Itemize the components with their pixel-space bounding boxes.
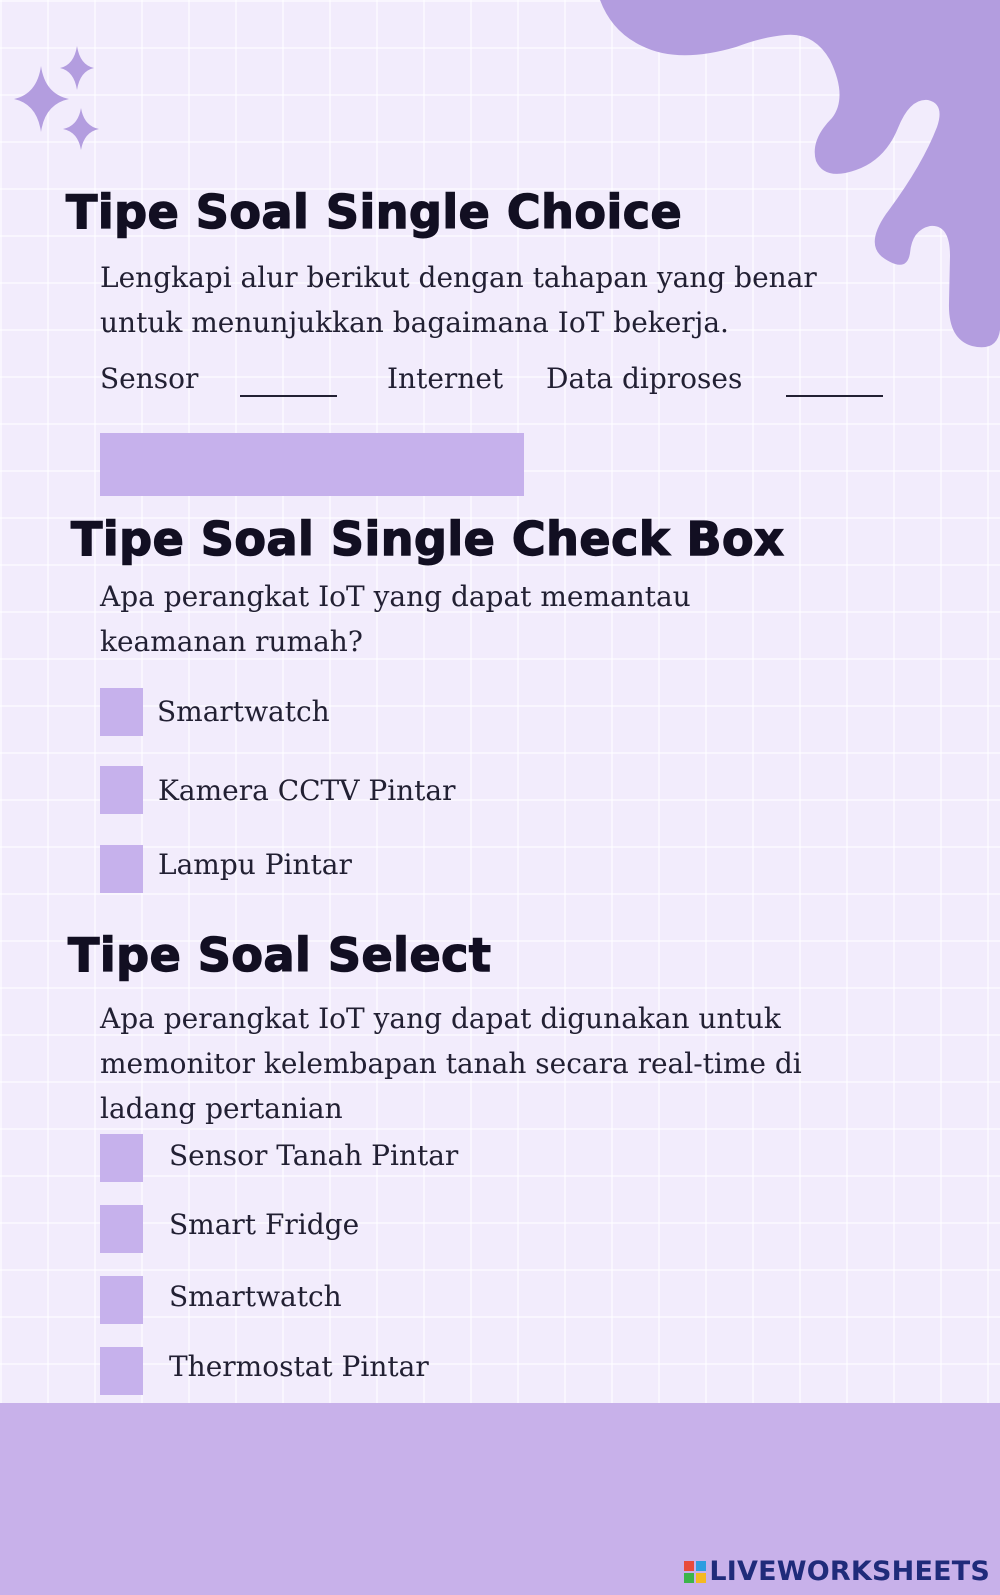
- option-kamera-cctv-pintar: Kamera CCTV Pintar: [158, 774, 456, 807]
- question-3-line-3: ladang pertanian: [100, 1092, 343, 1125]
- question-text-2: [100, 574, 691, 664]
- question-2-line-2: keamanan rumah?: [100, 625, 363, 658]
- footer-band: [0, 1403, 1000, 1595]
- flow-step-sensor: Sensor: [100, 362, 199, 395]
- question-text-1: [100, 255, 817, 345]
- question-3-line-1: Apa perangkat IoT yang dapat digunakan untuk: [100, 1002, 781, 1035]
- checkbox-kamera-cctv-pintar[interactable]: [100, 766, 143, 814]
- checkbox-smartwatch[interactable]: [100, 688, 143, 736]
- select-box-sensor-tanah-pintar[interactable]: [100, 1134, 143, 1182]
- liveworksheets-brand[interactable]: [684, 1556, 990, 1587]
- checkbox-lampu-pintar[interactable]: [100, 845, 143, 893]
- option-smartwatch-select: Smartwatch: [169, 1280, 342, 1313]
- question-1-line-1: Lengkapi alur berikut dengan tahapan yang benar: [100, 261, 817, 294]
- flow-blank-2[interactable]: [786, 362, 870, 395]
- select-box-thermostat-pintar[interactable]: [100, 1347, 143, 1395]
- flow-blank-2-line: [786, 395, 883, 397]
- option-sensor-tanah-pintar: Sensor Tanah Pintar: [169, 1139, 459, 1172]
- sparkles-icon: [14, 46, 104, 156]
- question-2-line-1: Apa perangkat IoT yang dapat memantau: [100, 580, 691, 613]
- option-smartwatch: Smartwatch: [157, 695, 330, 728]
- question-3-line-2: memonitor kelembapan tanah secara real-time di: [100, 1047, 802, 1080]
- option-smart-fridge: Smart Fridge: [169, 1208, 360, 1241]
- brand-name: LIVEWORKSHEETS: [709, 1556, 990, 1587]
- flow-blank-1[interactable]: [240, 362, 324, 395]
- heading-single-check-box: Tipe Soal Single Check Box: [71, 512, 785, 566]
- flow-step-internet: Internet: [387, 362, 504, 395]
- answer-select-bar[interactable]: [100, 433, 524, 496]
- heading-select: Tipe Soal Select: [68, 928, 492, 982]
- heading-single-choice: Tipe Soal Single Choice: [66, 185, 683, 239]
- select-box-smart-fridge[interactable]: [100, 1205, 143, 1253]
- question-1-line-2: untuk menunjukkan bagaimana IoT bekerja.: [100, 306, 729, 339]
- select-box-smartwatch[interactable]: [100, 1276, 143, 1324]
- question-text-3: [100, 996, 802, 1131]
- option-thermostat-pintar: Thermostat Pintar: [169, 1350, 429, 1383]
- flow-blank-1-line: [240, 395, 337, 397]
- option-lampu-pintar: Lampu Pintar: [158, 848, 352, 881]
- liveworksheets-logo-icon: [684, 1561, 706, 1583]
- flow-step-data-diproses: Data diproses: [546, 362, 743, 395]
